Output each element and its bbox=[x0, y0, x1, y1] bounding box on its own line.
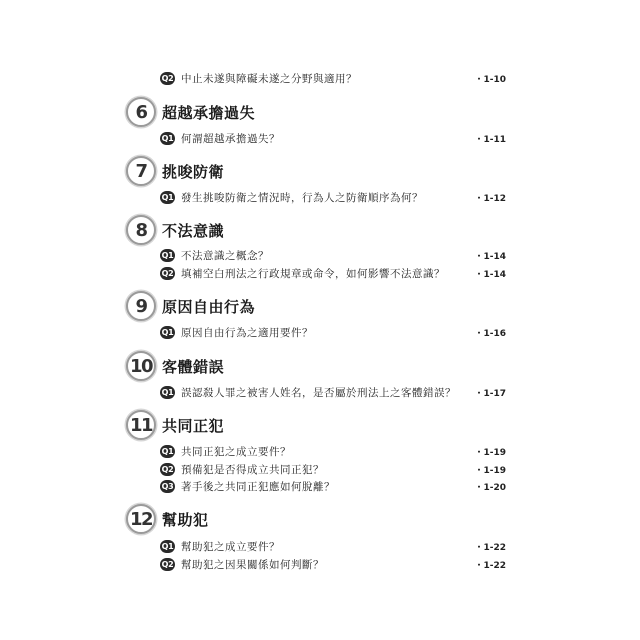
section-heading-6[interactable] bbox=[126, 96, 255, 128]
question-text: 中止未遂與障礙未遂之分野與適用？ bbox=[181, 72, 357, 85]
toc-question-entry[interactable] bbox=[160, 383, 506, 401]
page-reference: ・1-17 bbox=[474, 388, 506, 399]
toc-question-entry[interactable] bbox=[160, 537, 506, 555]
question-badge: Q1 bbox=[161, 387, 174, 397]
toc-question-entry[interactable] bbox=[160, 129, 506, 147]
question-badge: Q1 bbox=[161, 250, 174, 260]
question-text: 不法意識之概念？ bbox=[181, 249, 269, 262]
question-badge: Q2 bbox=[161, 73, 174, 83]
toc-question-entry[interactable] bbox=[160, 246, 506, 264]
question-text: 發生挑唆防衛之情況時，行為人之防衛順序為何？ bbox=[181, 191, 423, 204]
question-badge: Q1 bbox=[161, 446, 174, 456]
question-badge: Q2 bbox=[161, 268, 174, 278]
toc-question-entry[interactable] bbox=[160, 555, 506, 573]
question-text: 幫助犯之成立要件？ bbox=[181, 540, 280, 553]
question-badge: Q1 bbox=[161, 541, 174, 551]
page-reference: ・1-22 bbox=[474, 542, 506, 553]
question-text: 原因自由行為之適用要件？ bbox=[181, 326, 313, 339]
section-heading-12[interactable] bbox=[126, 503, 209, 535]
section-number-circle: 8 bbox=[126, 215, 156, 245]
question-text: 何謂超越承擔過失？ bbox=[181, 132, 280, 145]
question-badge: Q2 bbox=[161, 559, 174, 569]
question-text: 誤認殺人罪之被害人姓名，是否屬於刑法上之客體錯誤？ bbox=[181, 386, 456, 399]
toc-question-entry[interactable] bbox=[160, 69, 506, 87]
question-badge: Q1 bbox=[161, 192, 174, 202]
question-badge: Q3 bbox=[161, 481, 174, 491]
section-title: 共同正犯 bbox=[162, 416, 225, 435]
toc-question-entry[interactable] bbox=[160, 460, 506, 478]
question-text: 填補空白刑法之行政規章或命令，如何影響不法意識？ bbox=[181, 267, 445, 280]
toc-question-entry[interactable] bbox=[160, 477, 506, 495]
section-title: 不法意識 bbox=[162, 221, 225, 240]
question-text: 共同正犯之成立要件？ bbox=[181, 445, 291, 458]
page-reference: ・1-11 bbox=[474, 134, 506, 145]
section-number-circle: 11 bbox=[126, 410, 156, 440]
question-text: 預備犯是否得成立共同正犯？ bbox=[181, 463, 324, 476]
section-number-circle: 7 bbox=[126, 156, 156, 186]
page-reference: ・1-20 bbox=[474, 482, 506, 493]
toc-question-entry[interactable] bbox=[160, 188, 506, 206]
section-title: 超越承擔過失 bbox=[162, 103, 256, 122]
section-number-circle: 6 bbox=[126, 97, 156, 127]
section-number-circle: 10 bbox=[126, 351, 156, 381]
section-heading-11[interactable] bbox=[126, 409, 224, 441]
section-heading-7[interactable] bbox=[126, 155, 224, 187]
page-reference: ・1-22 bbox=[474, 560, 506, 571]
question-badge: Q1 bbox=[161, 133, 174, 143]
page-reference: ・1-14 bbox=[474, 251, 506, 262]
question-badge: Q2 bbox=[161, 464, 174, 474]
page-reference: ・1-14 bbox=[474, 269, 506, 280]
toc-question-entry[interactable] bbox=[160, 264, 506, 282]
section-heading-8[interactable] bbox=[126, 214, 224, 246]
section-title: 原因自由行為 bbox=[162, 297, 256, 316]
page-reference: ・1-12 bbox=[474, 193, 506, 204]
section-number-circle: 12 bbox=[126, 504, 156, 534]
section-heading-9[interactable] bbox=[126, 290, 255, 322]
page-reference: ・1-10 bbox=[474, 74, 506, 85]
page-reference: ・1-19 bbox=[474, 465, 506, 476]
toc-question-entry[interactable] bbox=[160, 323, 506, 341]
section-number-circle: 9 bbox=[126, 291, 156, 321]
section-title: 客體錯誤 bbox=[162, 357, 225, 376]
page-reference: ・1-19 bbox=[474, 447, 506, 458]
question-text: 幫助犯之因果關係如何判斷？ bbox=[181, 558, 324, 571]
section-title: 挑唆防衛 bbox=[162, 162, 225, 181]
toc-question-entry[interactable] bbox=[160, 442, 506, 460]
section-heading-10[interactable] bbox=[126, 350, 224, 382]
question-badge: Q1 bbox=[161, 327, 174, 337]
section-title: 幫助犯 bbox=[162, 510, 209, 529]
question-text: 著手後之共同正犯應如何脫離？ bbox=[181, 480, 335, 493]
page-reference: ・1-16 bbox=[474, 328, 506, 339]
